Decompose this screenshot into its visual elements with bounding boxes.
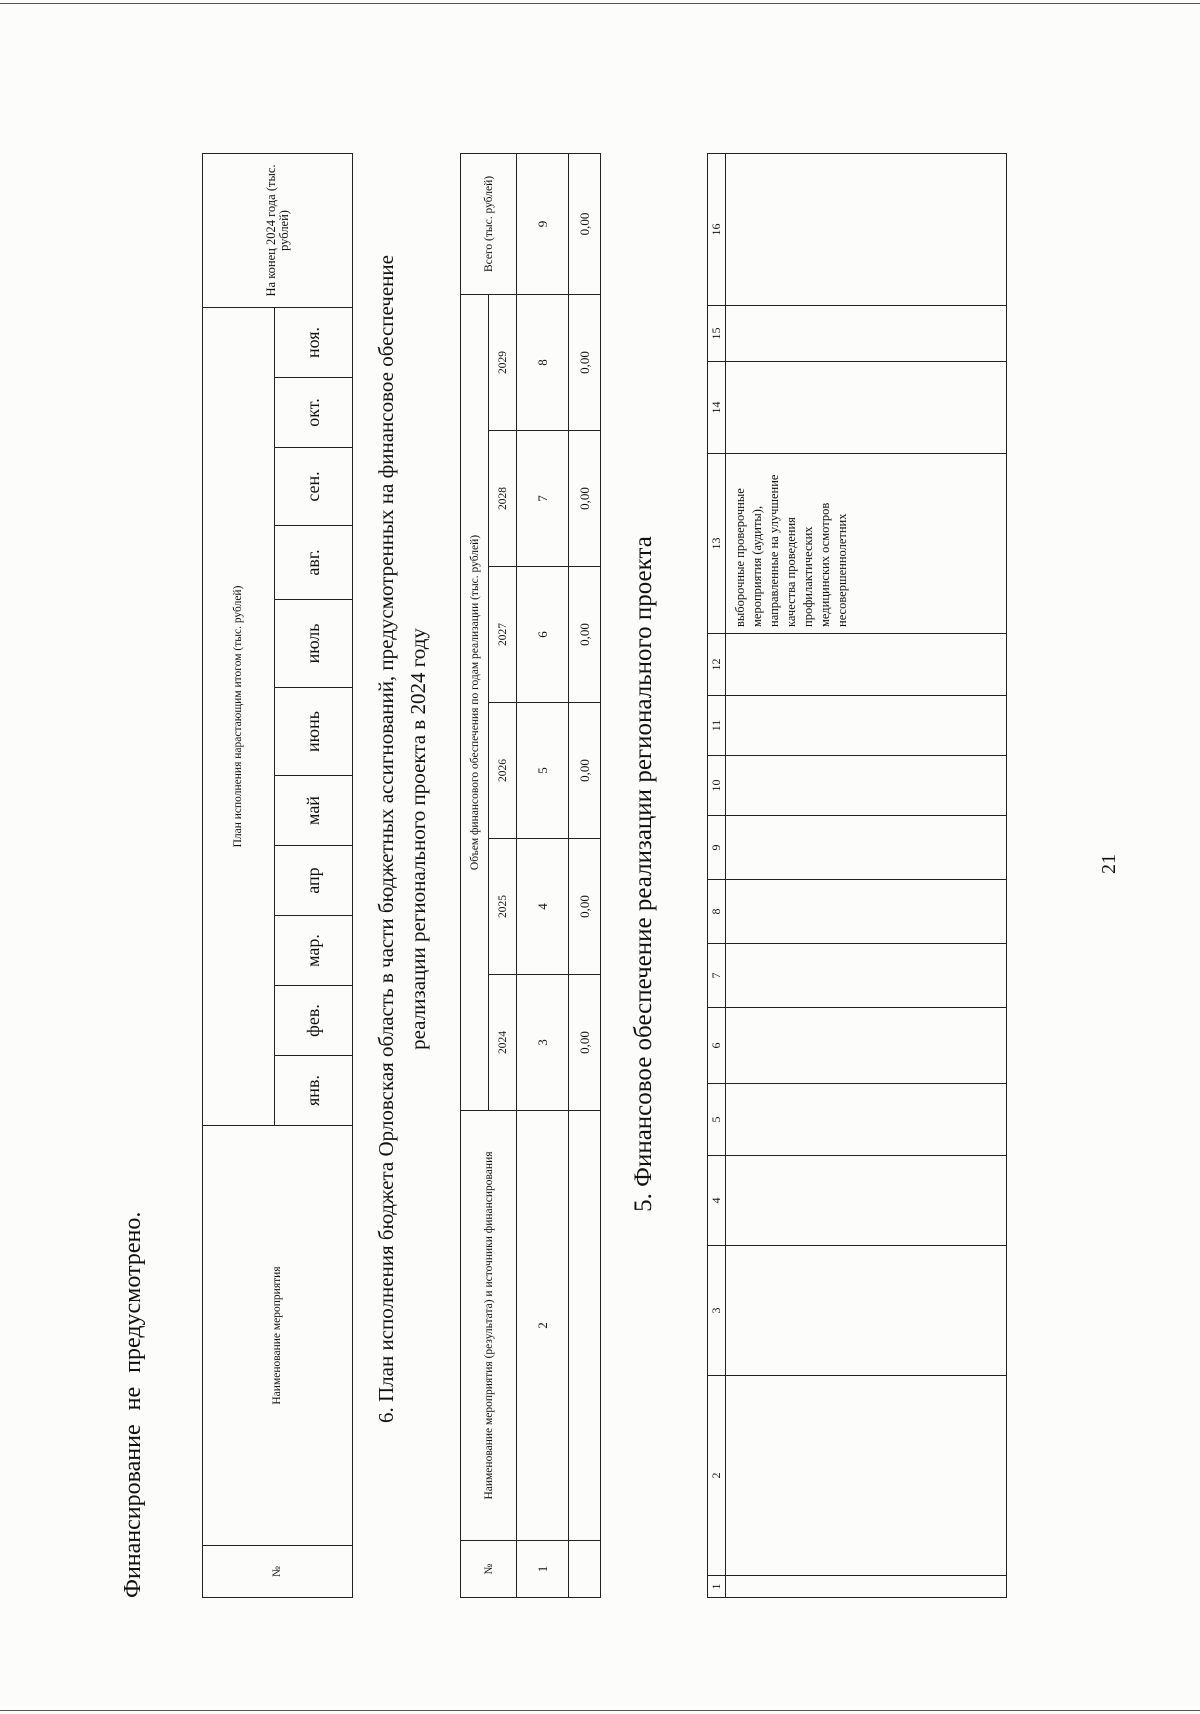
year-2027: 2027 bbox=[489, 567, 517, 703]
plan-header-name: Наименование мероприятия bbox=[203, 1126, 353, 1546]
activity-description: выборочные проверочные мероприятия (аудиты), направленные на улучшение качества проведения профилактических медицинских осмотров несовершеннолетних bbox=[726, 454, 1007, 634]
colnum-7: 7 bbox=[708, 944, 726, 1008]
section6-title-line2: реализации регионального проекта в 2024 году bbox=[406, 628, 430, 1050]
financing-note: Финансирование не предусмотрено. bbox=[120, 1211, 146, 1598]
colnum-10: 10 bbox=[708, 756, 726, 816]
colnum-9: 9 bbox=[708, 816, 726, 880]
financing-index-row: 1 2 3 4 5 6 7 8 9 bbox=[517, 153, 569, 1597]
page-number: 21 bbox=[1098, 854, 1120, 874]
section6-title-line1: 6. План исполнения бюджета Орловская область в части бюджетных ассигнований, предусмотренных на финансовое обеспечение bbox=[374, 255, 398, 1423]
month-jul: июль bbox=[275, 600, 353, 688]
column-number-row bbox=[708, 154, 726, 1598]
table-row bbox=[726, 154, 1007, 1598]
year-2025: 2025 bbox=[489, 839, 517, 975]
colnum-14: 14 bbox=[708, 362, 726, 454]
colnum-16: 16 bbox=[708, 154, 726, 306]
month-jun: июнь bbox=[275, 688, 353, 776]
month-sep: сен. bbox=[275, 448, 353, 526]
colnum-3: 3 bbox=[708, 1246, 726, 1376]
month-aug: авг. bbox=[275, 526, 353, 600]
month-mar: мар. bbox=[275, 916, 353, 986]
month-jan: янв. bbox=[275, 1056, 353, 1126]
month-nov: ноя. bbox=[275, 307, 353, 377]
colnum-8: 8 bbox=[708, 880, 726, 944]
financing-table bbox=[460, 153, 601, 1598]
colnum-15: 15 bbox=[708, 306, 726, 362]
header-volume: Объем финансового обеспечения по годам реализации (тыс. рублей) bbox=[461, 294, 489, 1110]
budget-plan-table bbox=[202, 153, 353, 1598]
plan-header-num: № bbox=[203, 1546, 353, 1598]
month-oct: окт. bbox=[275, 378, 353, 448]
colnum-1: 1 bbox=[708, 1576, 726, 1598]
plan-header-year-end: На конец 2024 года (тыс. рублей) bbox=[203, 153, 353, 307]
colnum-2: 2 bbox=[708, 1376, 726, 1576]
financing-header-row bbox=[461, 153, 489, 1597]
header-num: № bbox=[461, 1541, 517, 1598]
colnum-11: 11 bbox=[708, 696, 726, 756]
year-2029: 2029 bbox=[489, 294, 517, 430]
year-2026: 2026 bbox=[489, 703, 517, 839]
section5-title: 5. Финансовое обеспечение реализации регионального проекта bbox=[630, 536, 657, 1212]
colnum-12: 12 bbox=[708, 634, 726, 696]
section6-title bbox=[370, 124, 434, 1554]
month-apr: апр bbox=[275, 846, 353, 916]
header-total: Всего (тыс. рублей) bbox=[461, 153, 517, 294]
plan-header-plan: План исполнения нарастающим итогом (тыс. рублей) bbox=[203, 307, 275, 1125]
financing-data-row: 0,00 0,00 0,00 0,00 0,00 0,00 0,00 bbox=[569, 153, 601, 1597]
continuation-table bbox=[707, 153, 1007, 1598]
colnum-13: 13 bbox=[708, 454, 726, 634]
colnum-6: 6 bbox=[708, 1008, 726, 1084]
colnum-5: 5 bbox=[708, 1084, 726, 1156]
colnum-4: 4 bbox=[708, 1156, 726, 1246]
year-2028: 2028 bbox=[489, 431, 517, 567]
header-activity-name: Наименование мероприятия (результата) и источники финансирования bbox=[461, 1111, 517, 1541]
year-2024: 2024 bbox=[489, 975, 517, 1111]
month-may: май bbox=[275, 776, 353, 846]
plan-header-row bbox=[203, 153, 275, 1597]
month-feb: фев. bbox=[275, 986, 353, 1056]
